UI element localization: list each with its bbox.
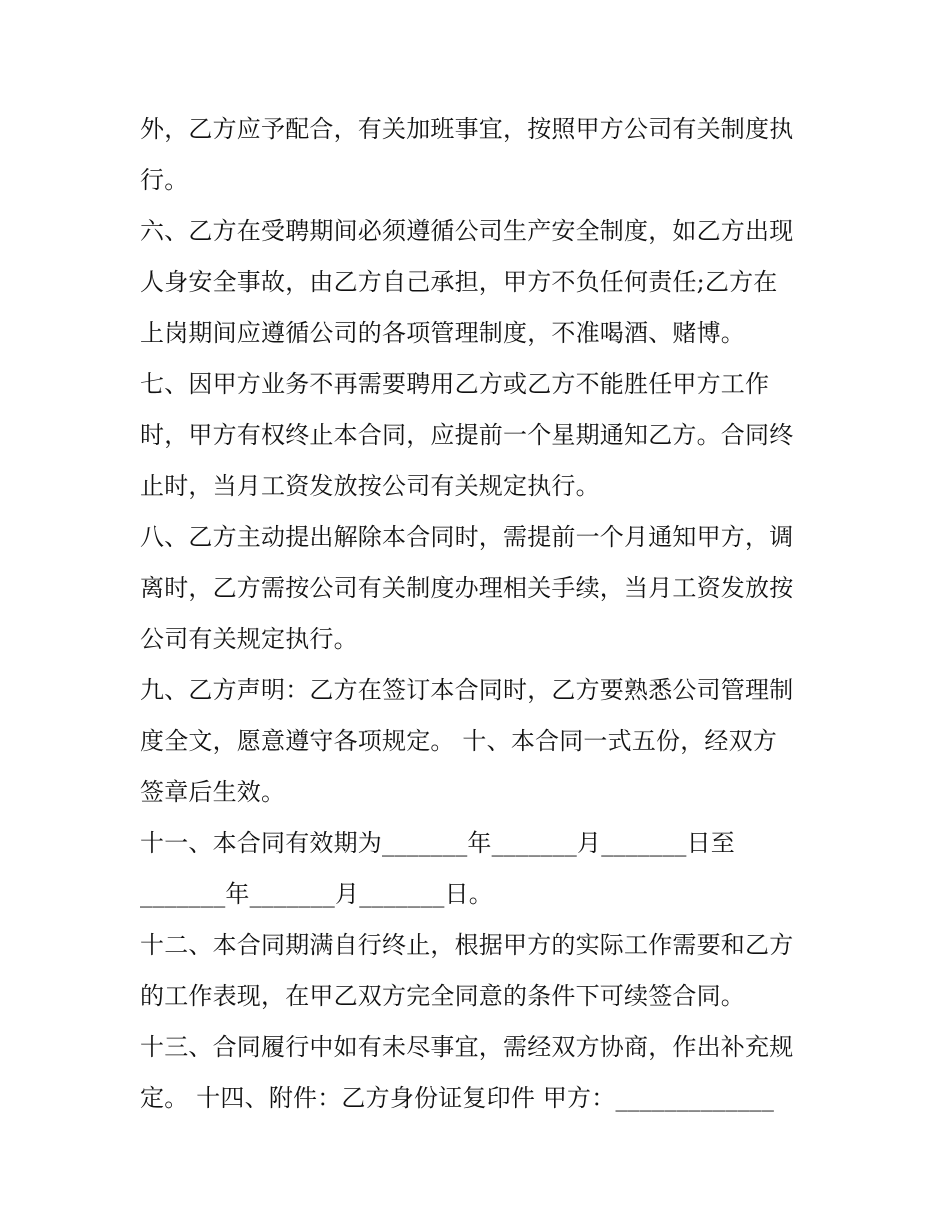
text-line: 八、乙方主动提出解除本合同时，需提前一个月通知甲方，调 [140,523,794,551]
text-line: 十三、合同履行中如有未尽事宜，需经双方协商，作出补充规 [140,1033,794,1061]
text-line: 时，甲方有权终止本合同，应提前一个星期通知乙方。合同终 [140,421,794,449]
text-line: 行。 [140,166,189,194]
text-line: 七、因甲方业务不再需要聘用乙方或乙方不能胜任甲方工作 [140,370,770,398]
text-line: 签章后生效。 [140,778,286,806]
text-line: 上岗期间应遵循公司的各项管理制度，不准喝酒、赌博。 [140,319,745,347]
text-line: 六、乙方在受聘期间必须遵循公司生产安全制度，如乙方出现 [140,217,794,245]
text-line: 十一、本合同有效期为_______年_______月_______日至 [140,829,735,857]
text-line: 止时，当月工资发放按公司有关规定执行。 [140,472,600,500]
text-line: 人身安全事故，由乙方自己承担，甲方不负任何责任;乙方在 [140,268,778,296]
contract-text [140,104,820,1124]
text-line: 公司有关规定执行。 [140,625,358,653]
text-line: _______年_______月_______日。 [140,880,493,908]
text-line: 十二、本合同期满自行终止，根据甲方的实际工作需要和乙方 [140,931,794,959]
text-line: 离时，乙方需按公司有关制度办理相关手续，当月工资发放按 [140,574,794,602]
text-line: 定。 十四、附件：乙方身份证复印件 甲方：_____________ [140,1084,775,1112]
text-line: 度全文，愿意遵守各项规定。 十、本合同一式五份，经双方 [140,727,778,755]
text-line: 的工作表现，在甲乙双方完全同意的条件下可续签合同。 [140,982,745,1010]
text-line: 九、乙方声明：乙方在签订本合同时，乙方要熟悉公司管理制 [140,676,794,704]
text-line: 外，乙方应予配合，有关加班事宜，按照甲方公司有关制度执 [140,115,794,143]
